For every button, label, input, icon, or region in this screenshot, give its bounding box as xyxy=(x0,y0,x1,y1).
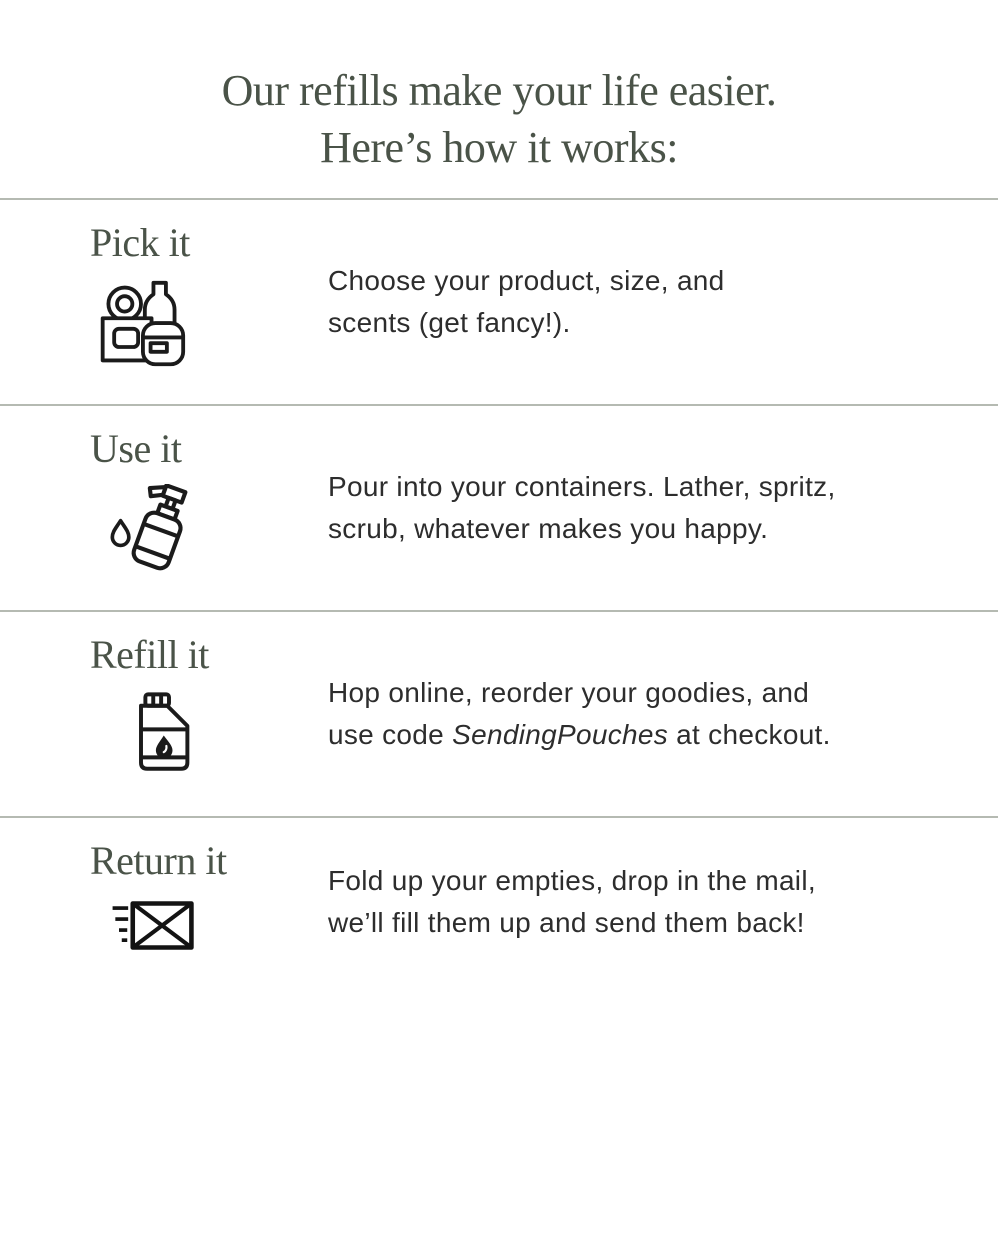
step-description-area xyxy=(328,200,998,404)
pump-bottle-icon xyxy=(105,484,328,572)
step-description: Fold up your empties, drop in the mail, we’ll fill them up and send them back! xyxy=(328,865,816,938)
title-line-1: Our refills make your life easier. xyxy=(221,66,777,115)
step-row-return-it xyxy=(0,818,998,1058)
step-description-area xyxy=(328,406,998,610)
step-heading: Refill it xyxy=(90,632,209,677)
step-description-area xyxy=(328,612,998,816)
envelope-mail-icon xyxy=(108,896,328,955)
step-heading: Use it xyxy=(90,426,182,471)
step-heading: Return it xyxy=(90,838,227,883)
step-heading: Pick it xyxy=(90,220,190,265)
step-description-line-with-code: use code SendingPouches at checkout. xyxy=(328,719,831,750)
step-row-pick-it xyxy=(0,200,998,404)
step-row-use-it xyxy=(0,406,998,610)
title-line-2: Here’s how it works: xyxy=(320,123,678,172)
step-left-column xyxy=(0,200,328,404)
refill-jug-icon xyxy=(120,690,328,774)
step-description: Hop online, reorder your goodies, and use code SendingPouches at checkout. xyxy=(328,672,831,756)
step-left-column xyxy=(0,818,328,1058)
promo-code: SendingPouches xyxy=(452,719,669,750)
step-left-column xyxy=(0,406,328,610)
step-left-column xyxy=(0,612,328,816)
step-description: Pour into your containers. Lather, spritz, scrub, whatever makes you happy. xyxy=(328,471,836,544)
step-description-area xyxy=(328,818,998,1058)
page-title xyxy=(0,0,998,176)
cosmetics-products-icon xyxy=(95,278,328,370)
step-description: Choose your product, size, and scents (get fancy!). xyxy=(328,265,725,338)
step-row-refill-it xyxy=(0,612,998,816)
